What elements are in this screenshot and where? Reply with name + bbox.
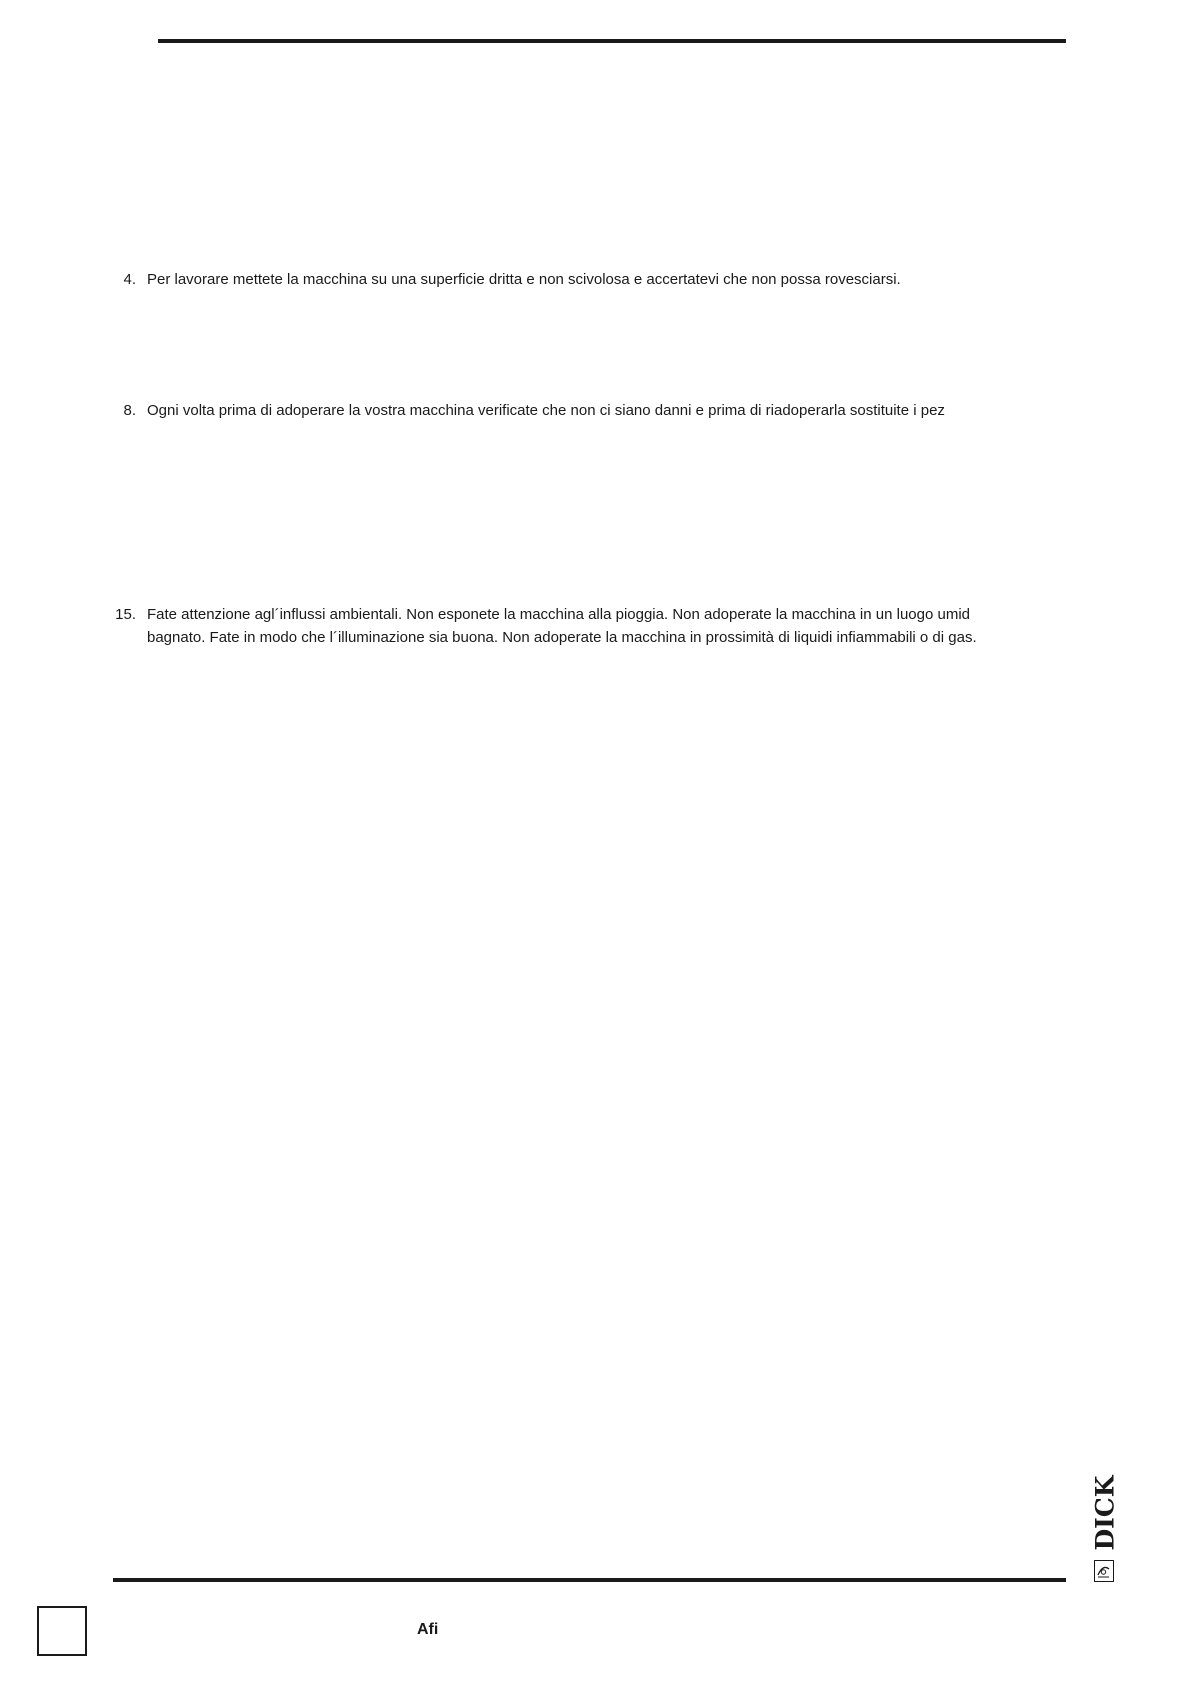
item-number: 4. <box>123 271 136 288</box>
item-line: bagnato. Fate in modo che l´illuminazione sia buona. Non adoperate la macchina in prossimità di liquidi infiammabili o di gas. <box>147 629 977 646</box>
list-item <box>108 603 1068 649</box>
header-rule <box>158 39 1066 43</box>
list-item <box>108 399 1068 422</box>
item-line: Ogni volta prima di adoperare la vostra macchina verificate che non ci siano danni e prima di riadoperarla sostituite i pez <box>147 402 945 419</box>
item-text <box>147 603 977 649</box>
brand-wordmark: DICK <box>1090 1475 1120 1551</box>
item-text <box>147 268 901 291</box>
list-item <box>108 268 1068 291</box>
footer-code: Afi <box>417 1621 439 1638</box>
footer-rule <box>113 1578 1066 1582</box>
item-text <box>147 399 945 422</box>
item-number: 8. <box>123 402 136 419</box>
page-number-box <box>37 1606 87 1656</box>
brand-emblem-icon <box>1094 1560 1114 1582</box>
item-line: Per lavorare mettete la macchina su una superficie dritta e non scivolosa e accertatevi che non possa rovesciarsi. <box>147 271 901 288</box>
item-number: 15. <box>115 606 136 623</box>
item-line: Fate attenzione agl´influssi ambientali. Non esponete la macchina alla pioggia. Non adoperate la macchina in un luogo umid <box>147 606 971 623</box>
emblem-graphic <box>1095 1561 1112 1580</box>
